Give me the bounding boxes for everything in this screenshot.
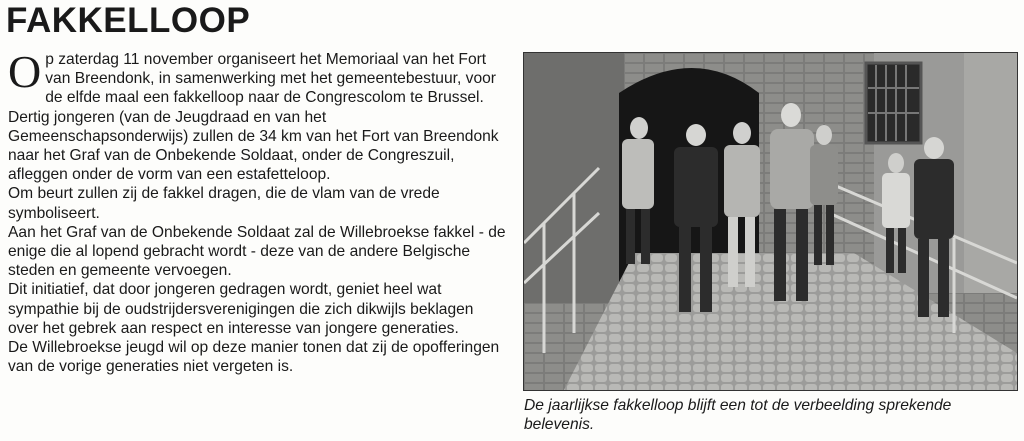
article-body [8, 46, 508, 376]
article-title: FAKKELLOOP [6, 1, 251, 40]
photo-caption: De jaarlijkse fakkelloop blijft een tot de verbeelding sprekende belevenis. [524, 397, 952, 433]
paragraph-1: p zaterdag 11 november organiseert het Memoriaal van het Fort van Breendonk, in samenwerking met het gemeentebestuur, voor de elfde maal een fakkelloop naar de Congrescolom te Brussel. [45, 51, 496, 107]
photo-illustration [524, 53, 1017, 390]
drop-cap: O [8, 46, 42, 97]
paragraph-3: Om beurt zullen zij de fakkel dragen, die de vlam van de vrede symboliseert. [8, 185, 440, 222]
paragraph-5: Dit initiatief, dat door jongeren gedragen wordt, geniet heel wat sympathie bij de oudstrijdersverenigingen die zich dikwijls beklagen over het gebrek aan respect en interesse van jongere generaties. [8, 281, 474, 337]
paragraph-2: Dertig jongeren (van de Jeugdraad en van het Gemeenschapsonderwijs) zullen de 34 km van het Fort van Breendonk naar het Graf van de Onbekende Soldaat, onder de Congreszuil, afleggen onder de vorm van een estafetteloop. [8, 108, 499, 184]
paragraph-4: Aan het Graf van de Onbekende Soldaat zal de Willebroekse fakkel - de enige die al lopend gebracht wordt - deze van de andere Belgische steden en gemeente vervoegen. [8, 223, 506, 280]
paragraph-6: De Willebroekse jeugd wil op deze manier tonen dat zij de opofferingen van de vorige generaties niet vergeten is. [8, 339, 500, 376]
torch-run-photo [523, 52, 1018, 391]
